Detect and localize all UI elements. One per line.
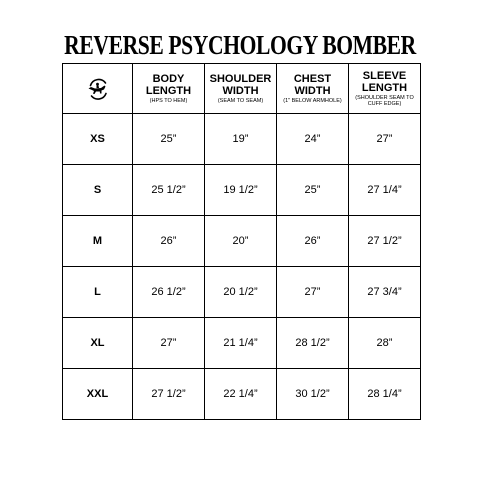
table-cell: 19 1/2”	[205, 165, 277, 216]
size-chart-table	[62, 63, 421, 420]
column-header-body-length	[133, 64, 205, 114]
table-row	[63, 165, 421, 216]
column-header-sleeve-length	[349, 64, 421, 114]
table-row	[63, 114, 421, 165]
table-row	[63, 267, 421, 318]
table-cell: 20”	[205, 216, 277, 267]
page-title: REVERSE PSYCHOLOGY BOMBER	[64, 30, 416, 60]
column-label: BODY LENGTH	[145, 72, 192, 97]
table-cell: 28 1/2”	[277, 318, 349, 369]
column-note: (SHOULDER SEAM TO CUFF EDGE)	[355, 94, 414, 107]
table-cell: 28 1/4”	[349, 369, 421, 420]
table-cell: 26”	[277, 216, 349, 267]
column-note: (SEAM TO SEAM)	[217, 97, 264, 104]
table-cell: 22 1/4”	[205, 369, 277, 420]
column-note: (HPS TO HEM)	[149, 97, 188, 104]
table-cell: 28”	[349, 318, 421, 369]
table-cell: 20 1/2”	[205, 267, 277, 318]
table-cell: 26 1/2”	[133, 267, 205, 318]
size-label: M	[63, 216, 133, 267]
table-cell: 27 1/2”	[349, 216, 421, 267]
size-label: L	[63, 267, 133, 318]
table-cell: 25”	[133, 114, 205, 165]
horse-rider-logo-icon	[86, 77, 110, 101]
table-cell: 27 1/4”	[349, 165, 421, 216]
table-cell: 30 1/2”	[277, 369, 349, 420]
size-label: XL	[63, 318, 133, 369]
column-label: SLEEVE LENGTH	[361, 69, 408, 94]
column-label: SHOULDER WIDTH	[209, 72, 272, 97]
size-label: XXL	[63, 369, 133, 420]
table-cell: 25 1/2”	[133, 165, 205, 216]
table-cell: 27”	[133, 318, 205, 369]
column-header-chest-width	[277, 64, 349, 114]
table-cell: 27 3/4”	[349, 267, 421, 318]
table-cell: 27 1/2”	[133, 369, 205, 420]
table-cell: 27”	[277, 267, 349, 318]
size-label: XS	[63, 114, 133, 165]
table-cell: 19”	[205, 114, 277, 165]
column-header-shoulder-width	[205, 64, 277, 114]
table-row	[63, 318, 421, 369]
table-cell: 27”	[349, 114, 421, 165]
logo-cell	[63, 64, 133, 114]
header-row	[63, 64, 421, 114]
column-label: CHEST WIDTH	[293, 72, 332, 97]
table-cell: 21 1/4”	[205, 318, 277, 369]
table-cell: 25”	[277, 165, 349, 216]
table-row	[63, 216, 421, 267]
table-cell: 24”	[277, 114, 349, 165]
table-row	[63, 369, 421, 420]
table-cell: 26”	[133, 216, 205, 267]
column-note: (1" BELOW ARMHOLE)	[283, 97, 342, 104]
size-label: S	[63, 165, 133, 216]
